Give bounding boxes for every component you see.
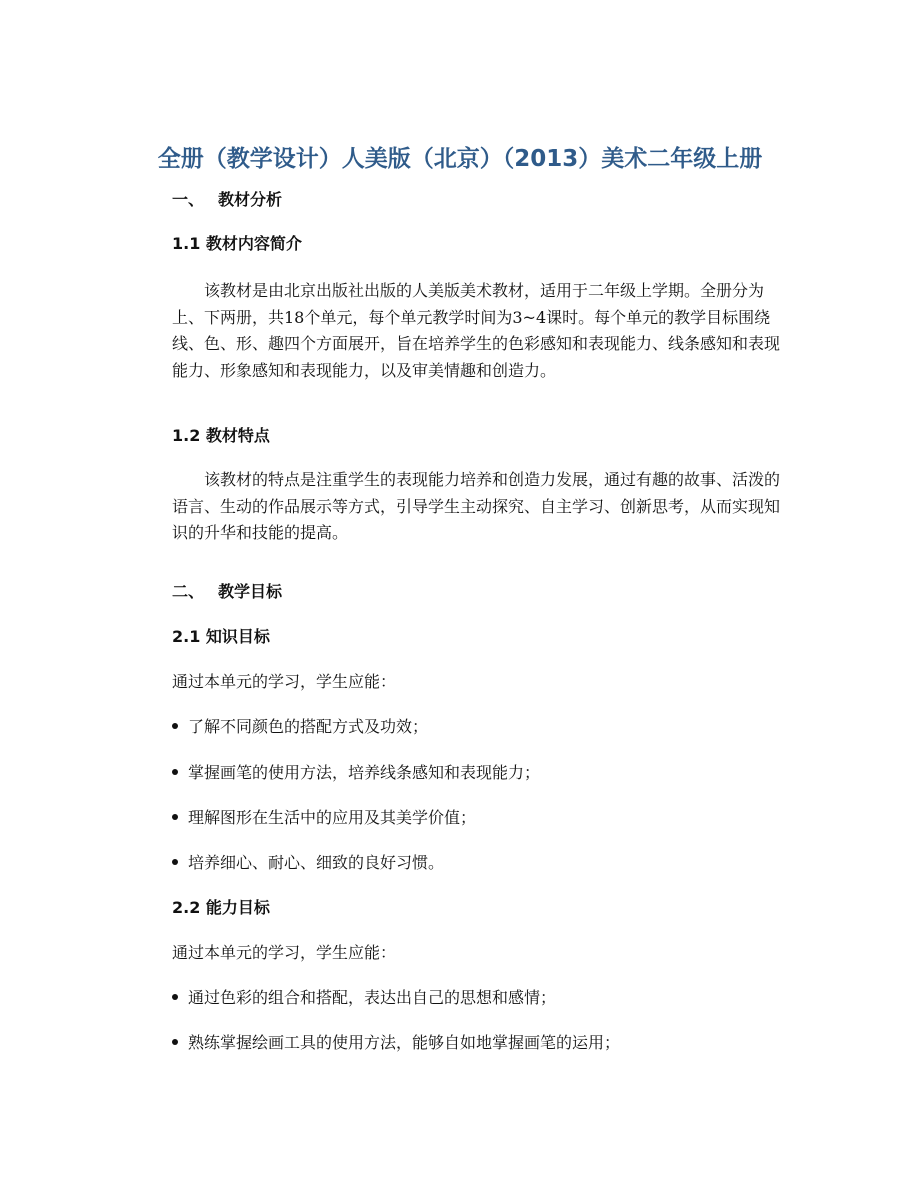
bullet-icon bbox=[172, 769, 178, 775]
subsection-heading-1-1: 1.1 教材内容简介 bbox=[172, 234, 302, 253]
section-number: 一、 bbox=[172, 190, 205, 209]
list-item: 掌握画笔的使用方法，培养线条感知和表现能力； bbox=[172, 762, 540, 784]
list-item: 培养细心、耐心、细致的良好习惯。 bbox=[172, 852, 444, 874]
list-item: 熟练掌握绘画工具的使用方法，能够自如地掌握画笔的运用； bbox=[172, 1032, 620, 1054]
paragraph-textbook-intro: 该教材是由北京出版社出版的人美版美术教材，适用于二年级上学期。全册分为上、下两册，共18个单元，每个单元教学时间为3~4课时。每个单元的教学目标围绕线、色、形、趣四个方面展开，旨在培养学生的色彩感知和表现能力、线条感知和表现能力、形象感知和表现能力，以及审美情趣和创造力。 bbox=[172, 281, 781, 380]
list-item: 理解图形在生活中的应用及其美学价值； bbox=[172, 807, 476, 829]
subsection-heading-2-2: 2.2 能力目标 bbox=[172, 898, 270, 917]
intro-text: 通过本单元的学习，学生应能： bbox=[172, 672, 397, 691]
bullet-icon bbox=[172, 994, 178, 1000]
list-item: 了解不同颜色的搭配方式及功效； bbox=[172, 716, 428, 738]
section-heading-1 bbox=[172, 189, 282, 211]
section-number: 二、 bbox=[172, 582, 205, 601]
document-title: 全册（教学设计）人美版（北京）（2013）美术二年级上册 bbox=[157, 146, 763, 172]
paragraph-textbook-features: 该教材的特点是注重学生的表现能力培养和创造力发展，通过有趣的故事、活泼的语言、生动的作品展示等方式，引导学生主动探究、自主学习、创新思考，从而实现知识的升华和技能的提高。 bbox=[172, 470, 781, 543]
section-title: 教材分析 bbox=[218, 190, 283, 209]
list-item: 通过色彩的组合和搭配，表达出自己的思想和感情； bbox=[172, 987, 556, 1009]
bullet-icon bbox=[172, 723, 178, 729]
bullet-icon bbox=[172, 859, 178, 865]
intro-text: 通过本单元的学习，学生应能： bbox=[172, 943, 397, 962]
subsection-heading-1-2: 1.2 教材特点 bbox=[172, 426, 270, 445]
bullet-icon bbox=[172, 1039, 178, 1045]
section-title: 教学目标 bbox=[218, 582, 283, 601]
bullet-icon bbox=[172, 814, 178, 820]
section-heading-2 bbox=[172, 581, 282, 603]
subsection-heading-2-1: 2.1 知识目标 bbox=[172, 627, 270, 646]
